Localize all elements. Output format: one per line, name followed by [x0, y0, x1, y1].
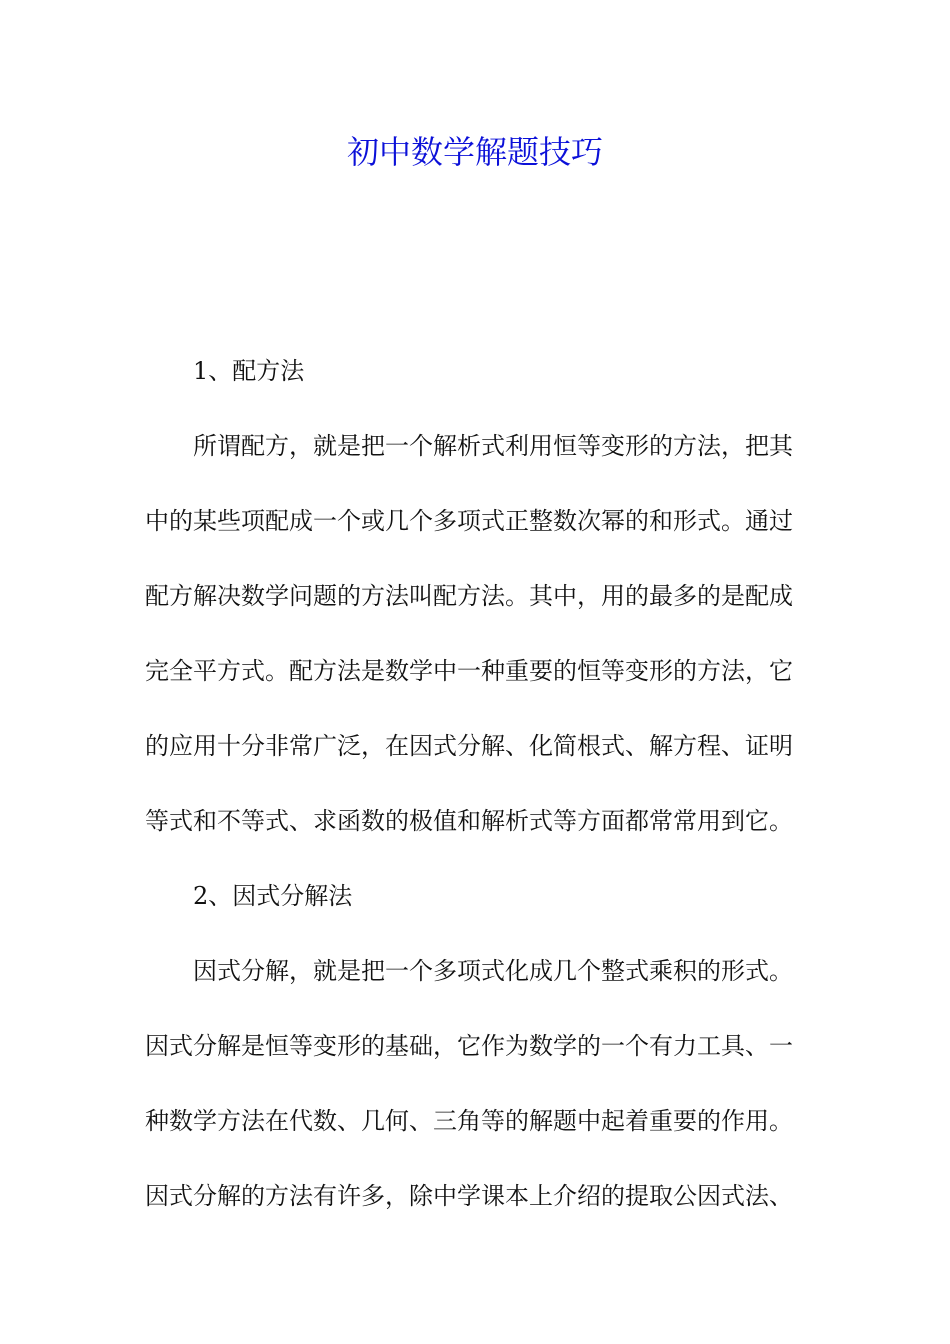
paragraph-line: 种数学方法在代数、几何、三角等的解题中起着重要的作用。	[145, 1107, 793, 1135]
paragraph-line: 的应用十分非常广泛，在因式分解、化简根式、解方程、证明	[145, 732, 793, 760]
paragraph-line: 完全平方式。配方法是数学中一种重要的恒等变形的方法，它	[145, 657, 793, 685]
section-completing-square	[145, 334, 809, 859]
section-heading: 2、因式分解法	[193, 882, 353, 910]
document-body	[145, 334, 809, 1234]
paragraph-line: 因式分解是恒等变形的基础，它作为数学的一个有力工具、一	[145, 1032, 793, 1060]
paragraph-line: 等式和不等式、求函数的极值和解析式等方面都常常用到它。	[145, 807, 793, 835]
section-heading: 1、配方法	[193, 357, 305, 385]
paragraph-line: 中的某些项配成一个或几个多项式正整数次幂的和形式。通过	[145, 507, 793, 535]
section-factorization	[145, 859, 809, 1234]
paragraph-line: 因式分解，就是把一个多项式化成几个整式乘积的形式。	[193, 957, 793, 985]
paragraph-line: 因式分解的方法有许多，除中学课本上介绍的提取公因式法、	[145, 1182, 793, 1210]
paragraph-line: 所谓配方，就是把一个解析式利用恒等变形的方法，把其	[193, 432, 793, 460]
paragraph-line: 配方解决数学问题的方法叫配方法。其中，用的最多的是配成	[145, 582, 793, 610]
document-title: 初中数学解题技巧	[346, 133, 603, 171]
